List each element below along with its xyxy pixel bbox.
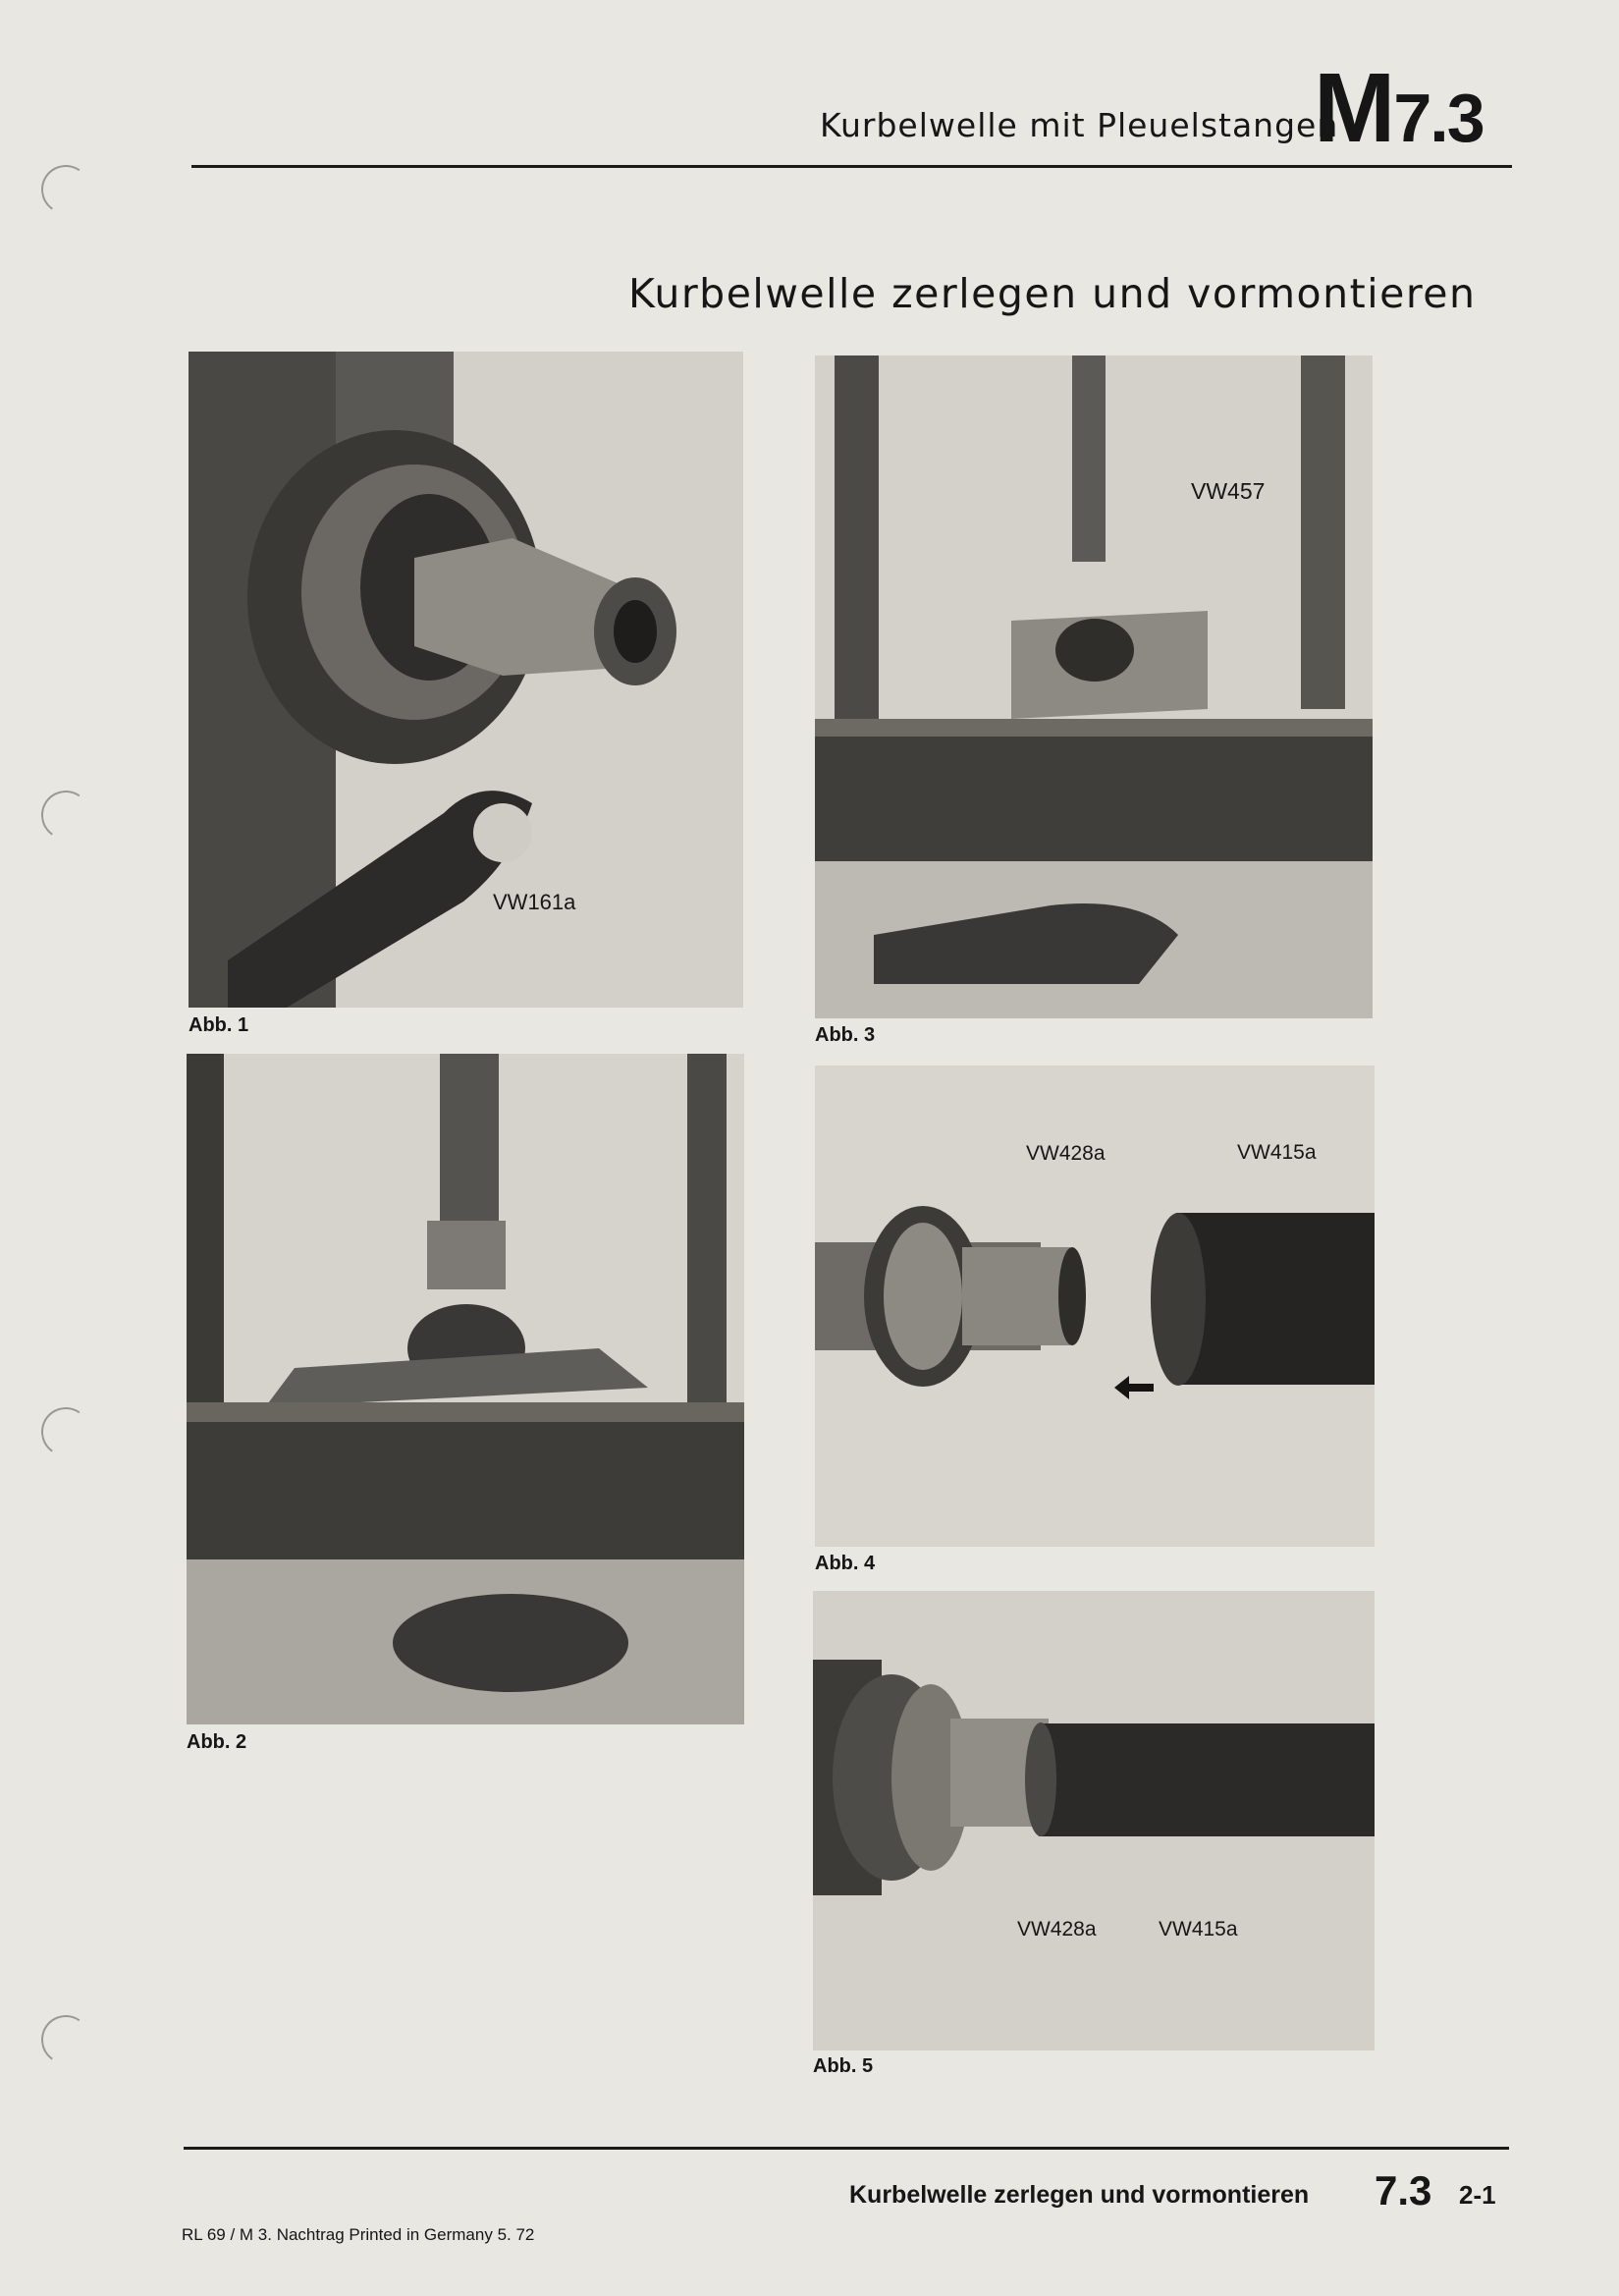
punch-hole-mark: [37, 161, 94, 218]
figure-1-caption: Abb. 1: [189, 1014, 249, 1036]
figure-1-photo: [189, 352, 743, 1008]
figure-3-photo: [815, 355, 1373, 1018]
callout-label: VW415a: [1159, 1918, 1238, 1941]
section-number: 7.3: [1393, 80, 1484, 156]
punch-hole-mark: [37, 1403, 94, 1460]
footer-page-number: 2-1: [1459, 2180, 1496, 2210]
section-letter: M: [1314, 53, 1394, 163]
figure-4-photo: [815, 1066, 1375, 1547]
punch-hole-mark: [37, 787, 94, 844]
page-heading: Kurbelwelle zerlegen und vormontieren: [628, 270, 1477, 317]
footer-rule: [184, 2147, 1509, 2150]
header-title: Kurbelwelle mit Pleuelstangen: [820, 106, 1339, 144]
figure-2-photo: [187, 1054, 744, 1724]
footer-print-info: RL 69 / M 3. Nachtrag Printed in Germany 5. 72: [182, 2225, 535, 2244]
section-code: [1314, 53, 1484, 163]
figure-3-caption: Abb. 3: [815, 1024, 876, 1046]
figure-2-caption: Abb. 2: [187, 1731, 247, 1753]
callout-label: VW161a: [493, 890, 576, 914]
figure-4-caption: Abb. 4: [815, 1553, 876, 1574]
callout-label: VW457: [1191, 478, 1266, 504]
callout-label: VW428a: [1017, 1918, 1097, 1941]
figure-5-photo: [813, 1591, 1375, 2050]
footer-title: Kurbelwelle zerlegen und vormontieren: [849, 2181, 1310, 2209]
figure-5-caption: Abb. 5: [813, 2055, 874, 2077]
callout-label: VW415a: [1237, 1141, 1317, 1164]
footer-section-number: 7.3: [1375, 2167, 1432, 2214]
punch-hole-mark: [37, 2011, 94, 2068]
callout-label: VW428a: [1026, 1142, 1106, 1165]
header-rule: [191, 165, 1512, 168]
